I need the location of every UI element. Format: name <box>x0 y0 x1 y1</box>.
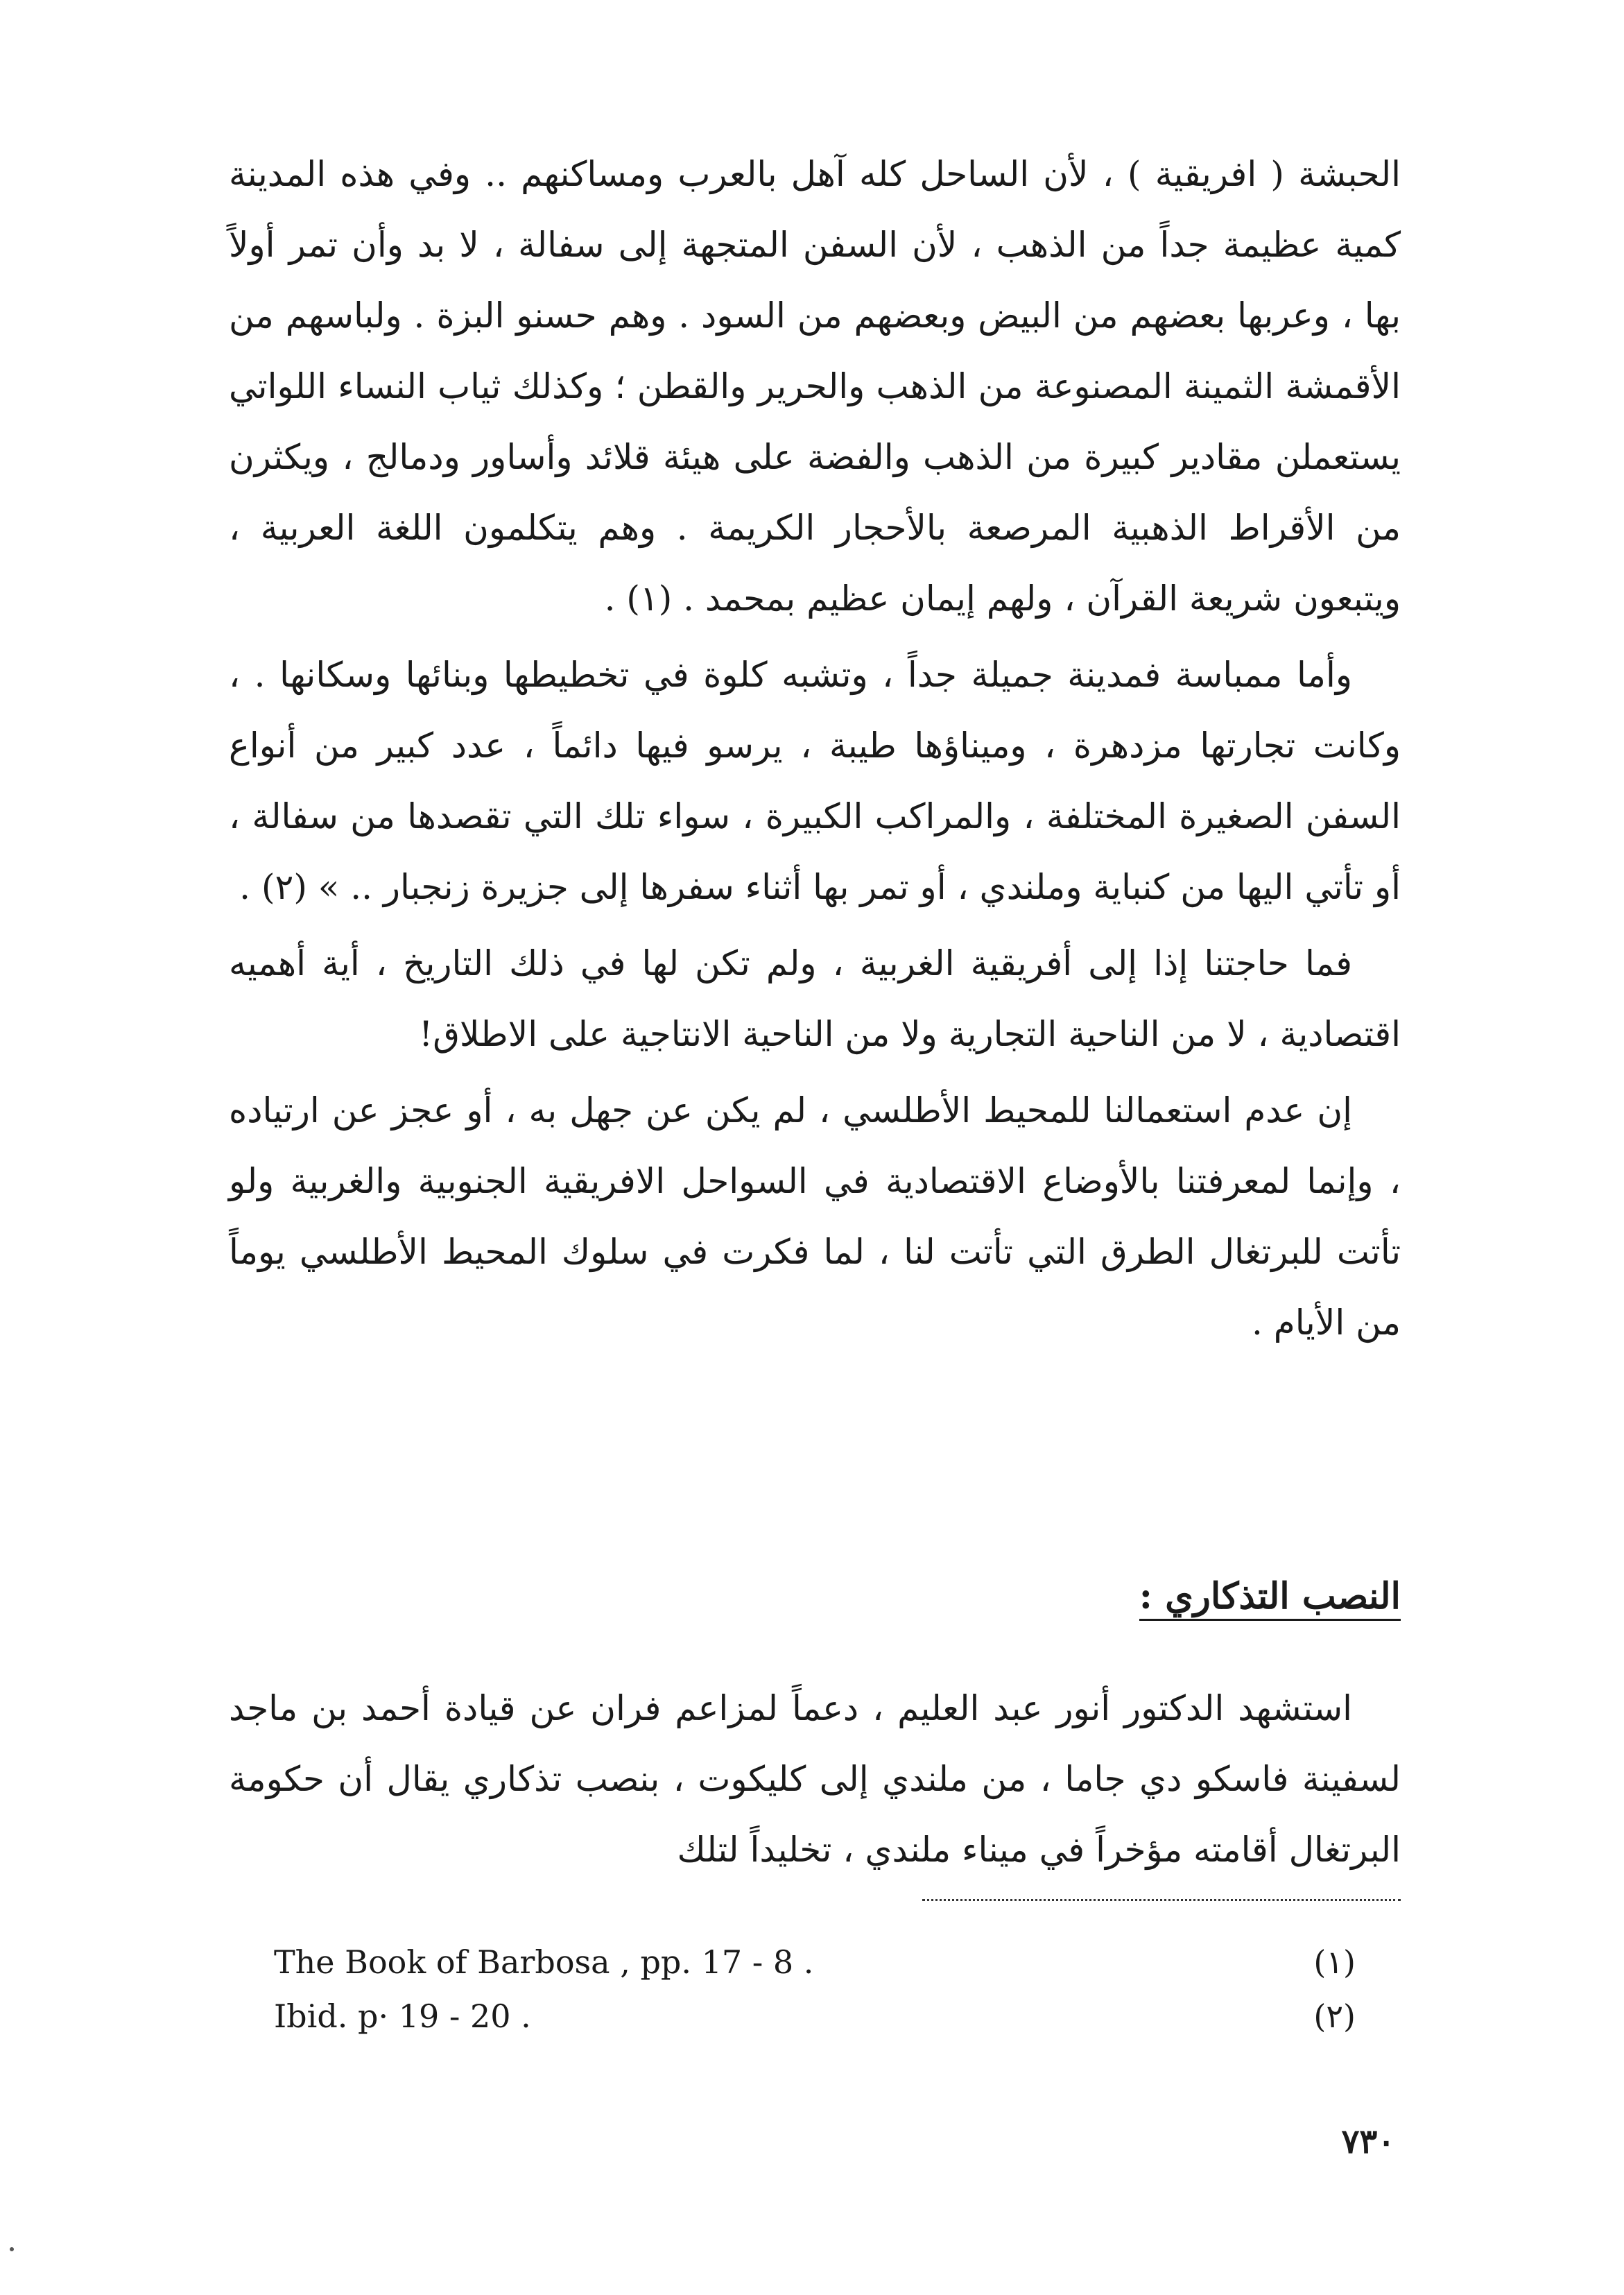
footnote-text: Ibid. p· 19 - 20 . <box>274 1997 531 2035</box>
footnote-number: (١) <box>1313 1943 1356 1981</box>
paragraph-mombasa: وأما ممباسة فمدينة جميلة جداً ، وتشبه كلوة في تخطيطها وبنائها وسكانها . ، وكانت تجارتها مزدهرة ، وميناؤها طيبة ، يرسو فيها دائماً ، عدد كبير من أنواع السفن الصغيرة المختلفة ، والمراكب الكبيرة ، سواء تلك التي تقصدها من سفالة ، أو تأتي اليها من كنباية وملندي ، أو تمر بها أثناء سفرها إلى جزيرة زنجبار .. » (٢) . <box>229 655 1401 907</box>
section-heading <box>1139 1569 1401 1624</box>
footnote-text: The Book of Barbosa , pp. 17 - 8 . <box>274 1943 814 1981</box>
main-text <box>229 139 1401 1358</box>
footnote-separator <box>922 1899 1401 1901</box>
page-number: ٧٣٠ <box>1341 2122 1395 2161</box>
main-text-continued <box>229 1673 1401 1885</box>
paragraph-monument: استشهد الدكتور أنور عبد العليم ، دعماً لمزاعم فران عن قيادة أحمد بن ماجد لسفينة فاسكو دي جاما ، من ملندي إلى كليكوت ، بنصب تذكاري يقال أن حكومة البرتغال أقامته مؤخراً في ميناء ملندي ، تخليداً لتلك <box>229 1688 1401 1870</box>
footnote-row <box>274 1935 1356 1989</box>
scan-speck <box>10 2247 14 2251</box>
paragraph-atlantic: إن عدم استعمالنا للمحيط الأطلسي ، لم يكن عن جهل به ، أو عجز عن ارتياده ، وإنما لمعرفتنا بالأوضاع الاقتصادية في السواحل الافريقية الجنوبية والغربية ولو تأتت للبرتغال الطرق التي تأتت لنا ، لما فكرت في سلوك المحيط الأطلسي يوماً من الأيام . <box>229 1090 1401 1343</box>
footnotes <box>274 1935 1356 2043</box>
footnote-row <box>274 1989 1356 2043</box>
paragraph-west-africa: فما حاجتنا إذا إلى أفريقية الغربية ، ولم تكن لها في ذلك التاريخ ، أية أهميه اقتصادية ، لا من الناحية التجارية ولا من الناحية الانتاجية على الاطلاق! <box>229 943 1401 1054</box>
section-heading-text: النصب التذكاري : <box>1139 1575 1401 1621</box>
paragraph-habasha: الحبشة ( افريقية ) ، لأن الساحل كله آهل بالعرب ومساكنهم .. وفي هذه المدينة كمية عظيمة جداً من الذهب ، لأن السفن المتجهة إلى سفالة ، لا بد وأن تمر أولاً بها ، وعربها بعضهم من البيض وبعضهم من السود . وهم حسنو البزة . ولباسهم من الأقمشة الثمينة المصنوعة من الذهب والحرير والقطن ؛ وكذلك ثياب النساء اللواتي يستعملن مقادير كبيرة من الذهب والفضة على هيئة قلائد وأساور ودمالج ، ويكثرن من الأقراط الذهبية المرصعة بالأحجار الكريمة . وهم يتكلمون اللغة العربية ، ويتبعون شريعة القرآن ، ولهم إيمان عظيم بمحمد . (١) . <box>229 154 1401 619</box>
footnote-number: (٢) <box>1313 1997 1356 2035</box>
